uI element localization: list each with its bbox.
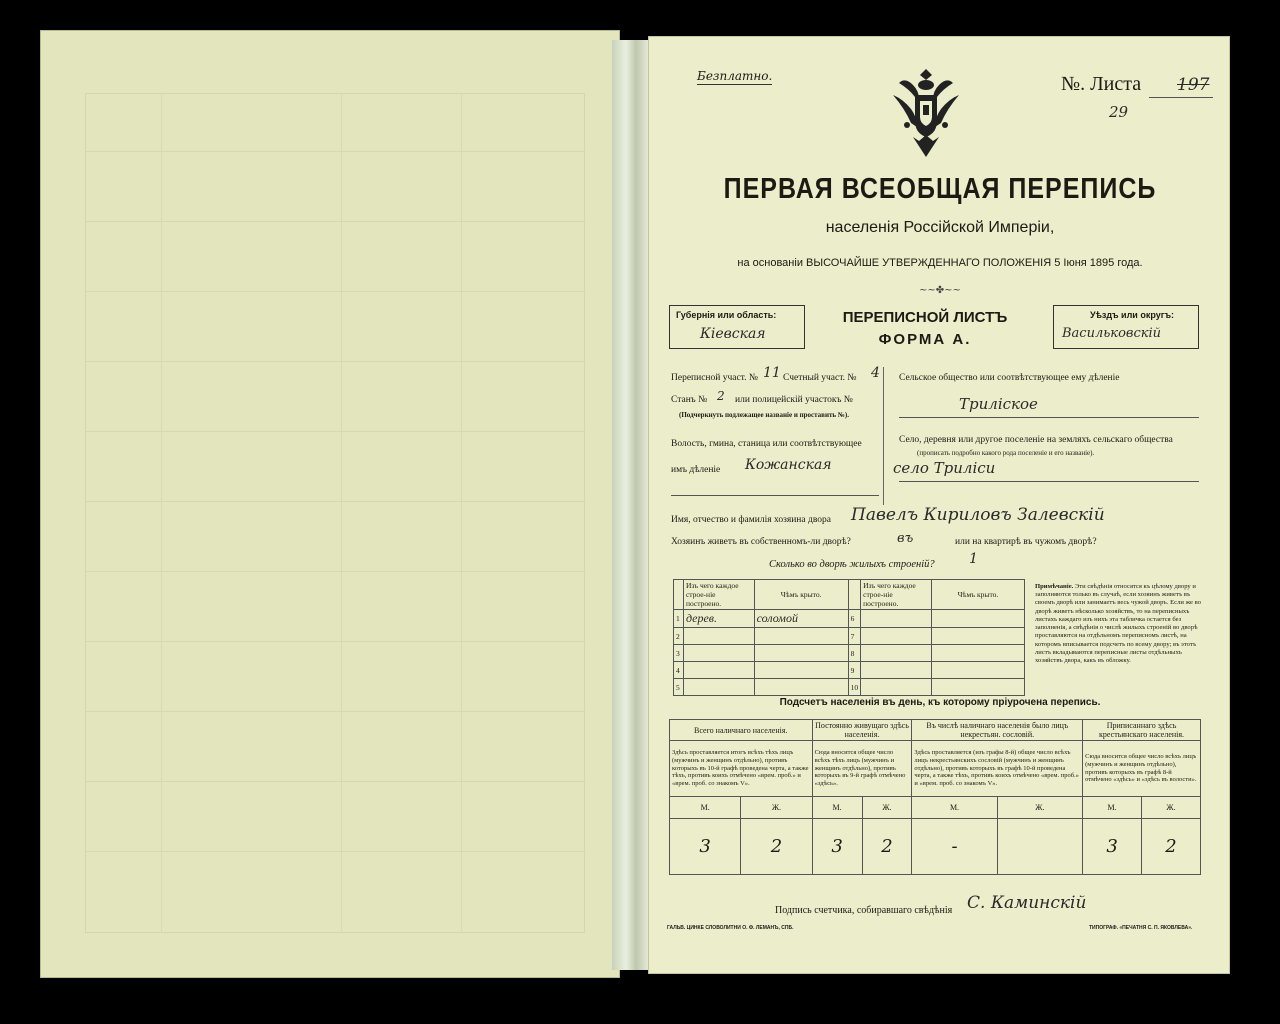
village-value: село Триліси [893, 459, 996, 477]
male-count: 3 [1083, 819, 1142, 875]
female-header: Ж. [1142, 797, 1201, 819]
population-col-desc: Здѣсь проставляется (изъ графы 8-й) общее число всѣхъ лицъ некрестьянскихъ сословій (мужчинъ и женщинъ отдѣльно), противъ которыхъ въ графѣ 10-й проведена черта, а также тѣхъ, противъ коихъ отмѣчено «врем. проб.» и «врем. проб. со знакомъ V». [912, 741, 1083, 797]
faded-rule [85, 151, 585, 152]
building-material [683, 662, 754, 679]
faded-rule [85, 641, 585, 642]
female-header: Ж. [997, 797, 1083, 819]
building-material [861, 610, 932, 628]
building-material [683, 628, 754, 645]
row-number: 1 [674, 610, 684, 628]
row-number: 4 [674, 662, 684, 679]
note-block [1035, 583, 1201, 665]
note-text: Эти свѣдѣнія относятся къ цѣлому двору и заполняются только въ случаѣ, если хозяинъ живетъ въ своемъ дворѣ или занимаетъ весь чужой дворъ. Если же во дворѣ живетъ нѣсколько хозяйствъ, то на переписныхъ листахъ каждаго изъ нихъ эта табличка остается без заполненія, а свѣдѣнія о числѣ жилыхъ строеній во дворѣ проставляются на отдѣльномъ переписномъ листѣ, на которомъ вписывается подсчетъ по всему двору; въ этотъ листъ вкладываются переписные листы отдѣльныхъ хозяйствъ двора, какъ въ обложку. [1035, 583, 1201, 665]
printer-left: ГАЛЬВ. ЦИНКЕ СЛОВОЛИТНИ О. Ф. ЛЕМАНЪ, СПБ. [667, 925, 794, 931]
sheet-number-struck: 197 [1177, 75, 1210, 95]
own-yard-value: въ [897, 531, 914, 546]
table-header-cell: Чѣмъ крыто. [931, 580, 1024, 610]
guberniya-value: Кіевская [700, 326, 766, 342]
column-separator [883, 367, 884, 505]
roof-material [931, 628, 1024, 645]
village-label: Село, деревня или другое поселеніе на земляхъ сельскаго общества [899, 435, 1173, 445]
male-count: - [912, 819, 997, 875]
faded-rule [85, 501, 585, 502]
census-district-value: 11 [763, 365, 781, 381]
table-row [674, 679, 1025, 696]
row-number: 6 [848, 610, 861, 628]
table-row [670, 720, 1201, 741]
ornament-divider: ~~✤~~ [919, 285, 961, 296]
table-row [670, 741, 1201, 797]
printer-right: ТИПОГРАФ. «ПЕЧАТНЯ С. П. ЯКОВЛЕВА». [1089, 925, 1193, 931]
row-number: 10 [848, 679, 861, 696]
row-number: 9 [848, 662, 861, 679]
table-row [670, 797, 1201, 819]
building-material [861, 645, 932, 662]
owner-label: Имя, отчество и фамилія хозяина двора [671, 515, 831, 525]
buildings-label: Сколько во дворѣ жилыхъ строеній? [769, 559, 935, 570]
male-header: М. [812, 797, 862, 819]
building-material [683, 645, 754, 662]
building-material [861, 679, 932, 696]
sheet-number-label: №. Листа [1061, 73, 1142, 95]
volost-label: Волость, гмина, станица или соотвѣтствующее [671, 439, 862, 449]
faded-rule [85, 851, 585, 852]
female-count: 2 [741, 819, 812, 875]
building-material [861, 628, 932, 645]
faded-rule [85, 711, 585, 712]
faded-table-frame [85, 93, 585, 933]
buildings-value: 1 [969, 551, 978, 567]
uezd-value: Васильковскій [1062, 326, 1162, 341]
counting-district-value: 4 [871, 365, 880, 381]
uezd-label: Уѣздъ или округъ: [1090, 310, 1175, 320]
volost-label-2: имъ дѣленіе [671, 465, 721, 475]
faded-rule [85, 571, 585, 572]
society-label: Сельское общество или соотвѣтствующее ему дѣленіе [899, 373, 1120, 383]
male-count: 3 [812, 819, 862, 875]
table-header-cell [848, 580, 861, 610]
male-count: 3 [670, 819, 741, 875]
own-yard-label: Хозяинъ живетъ въ собственномъ-ли дворѣ? [671, 537, 851, 547]
book-gutter [612, 40, 652, 970]
guberniya-label: Губернія или область: [676, 310, 777, 320]
sheet-number-value: 29 [1109, 103, 1129, 121]
building-material: дерев. [683, 610, 754, 628]
faded-rule [85, 221, 585, 222]
faded-rule [85, 361, 585, 362]
row-number: 3 [674, 645, 684, 662]
population-col-desc: Сюда вносится общее число всѣхъ тѣхъ лицъ (мужчинъ и женщинъ отдѣльно), противъ которыхъ въ 9-й графѣ отмѣчено «здѣсь». [812, 741, 912, 797]
faded-rule [85, 431, 585, 432]
female-count [997, 819, 1083, 875]
female-count: 2 [1142, 819, 1201, 875]
census-form-page [648, 36, 1230, 974]
faded-rule [85, 291, 585, 292]
village-note: (прописать подробно какого рода поселеніе и его названіе). [917, 449, 1095, 457]
police-district-label: или полицейскій участокъ № [735, 395, 853, 405]
signature-value: С. Каминскій [967, 893, 1087, 913]
roof-material [931, 662, 1024, 679]
faded-column [161, 93, 162, 933]
roof-material [754, 645, 848, 662]
row-number: 5 [674, 679, 684, 696]
buildings-table [673, 579, 1025, 696]
faded-column [461, 93, 462, 933]
female-header: Ж. [862, 797, 912, 819]
roof-material [931, 610, 1024, 628]
left-blank-page [40, 30, 620, 978]
owner-value: Павелъ Кириловъ Залевскій [851, 505, 1105, 525]
roof-material [931, 645, 1024, 662]
society-underline [899, 417, 1199, 418]
male-header: М. [670, 797, 741, 819]
roof-material [931, 679, 1024, 696]
building-material [861, 662, 932, 679]
society-value: Триліское [959, 395, 1038, 413]
building-material [683, 679, 754, 696]
uezd-box [1053, 305, 1199, 349]
row-number: 8 [848, 645, 861, 662]
signature-label: Подпись счетчика, собиравшаго свѣдѣнія [775, 905, 953, 916]
table-row [670, 819, 1201, 875]
guberniya-box [669, 305, 805, 349]
population-heading: Подсчетъ населенія въ день, къ которому пріурочена перепись. [779, 697, 1101, 708]
female-count: 2 [862, 819, 912, 875]
female-header: Ж. [741, 797, 812, 819]
counting-district-label: Счетный участ. № [783, 373, 857, 383]
roof-material [754, 628, 848, 645]
sheet-number-underline [1149, 97, 1213, 98]
faded-rule [85, 781, 585, 782]
form-type: ФОРМА А. [878, 331, 972, 348]
roof-material [754, 662, 848, 679]
stan-note: (Подчеркнуть подлежащее названіе и проставить №). [679, 411, 849, 419]
table-header-cell: Изъ чего каждое строе-ніе построено. [683, 580, 754, 610]
rent-label: или на квартирѣ въ чужомъ дворѣ? [955, 537, 1097, 547]
volost-underline [671, 495, 879, 496]
form-name: ПЕРЕПИСНОЙ ЛИСТЪ [842, 309, 1008, 326]
population-table [669, 719, 1201, 875]
population-col-header: Приписаннаго здѣсь крестьянскаго населенія. [1083, 720, 1201, 741]
stan-value: 2 [717, 389, 725, 403]
double-headed-eagle-emblem [889, 65, 963, 161]
table-row [674, 662, 1025, 679]
form-title: ПЕРВАЯ ВСЕОБЩАЯ ПЕРЕПИСЬ [723, 172, 1157, 206]
row-number: 2 [674, 628, 684, 645]
row-number: 7 [848, 628, 861, 645]
stan-label: Станъ № [671, 395, 708, 405]
village-underline [899, 481, 1199, 482]
census-district-label: Переписной участ. № [671, 373, 758, 383]
population-col-header: Постоянно живущаго здѣсь населенія. [812, 720, 912, 741]
table-row [674, 610, 1025, 628]
male-header: М. [1083, 797, 1142, 819]
table-header-cell: Чѣмъ крыто. [754, 580, 848, 610]
table-row [674, 645, 1025, 662]
roof-material [754, 679, 848, 696]
population-col-desc: Здѣсь проставляется итогъ всѣхъ тѣхъ лицъ (мужчинъ и женщинъ отдѣльно), противъ которыхъ въ 10-й графѣ проведена черта, а также тѣхъ, противъ коихъ отмѣчено «врем. проб.» и «врем. проб. со знакомъ V». [670, 741, 813, 797]
table-header-cell [674, 580, 684, 610]
population-col-header: Въ числѣ наличнаго населенія было лицъ некрестьян. сословій. [912, 720, 1083, 741]
male-header: М. [912, 797, 997, 819]
legal-basis: на основаніи ВЫСОЧАЙШЕ УТВЕРЖДЕННАГО ПОЛОЖЕНІЯ 5 Іюня 1895 года. [737, 257, 1143, 269]
table-header-cell: Изъ чего каждое строе-ніе построено. [861, 580, 932, 610]
table-row [674, 628, 1025, 645]
roof-material: соломой [754, 610, 848, 628]
note-title: Примѣчаніе. [1035, 583, 1074, 590]
faded-column [341, 93, 342, 933]
free-label: Безплатно. [697, 69, 773, 83]
population-col-header: Всего наличнаго населенія. [670, 720, 813, 741]
volost-value: Кожанская [745, 457, 832, 473]
form-subtitle: населенія Россійской Имперіи, [825, 219, 1055, 236]
population-col-desc: Сюда вносится общее число всѣхъ лицъ (мужчинъ и женщинъ отдѣльно), противъ которыхъ въ графѣ 8-й отмѣчено «здѣсь» и «здѣсь въ волости». [1083, 741, 1201, 797]
